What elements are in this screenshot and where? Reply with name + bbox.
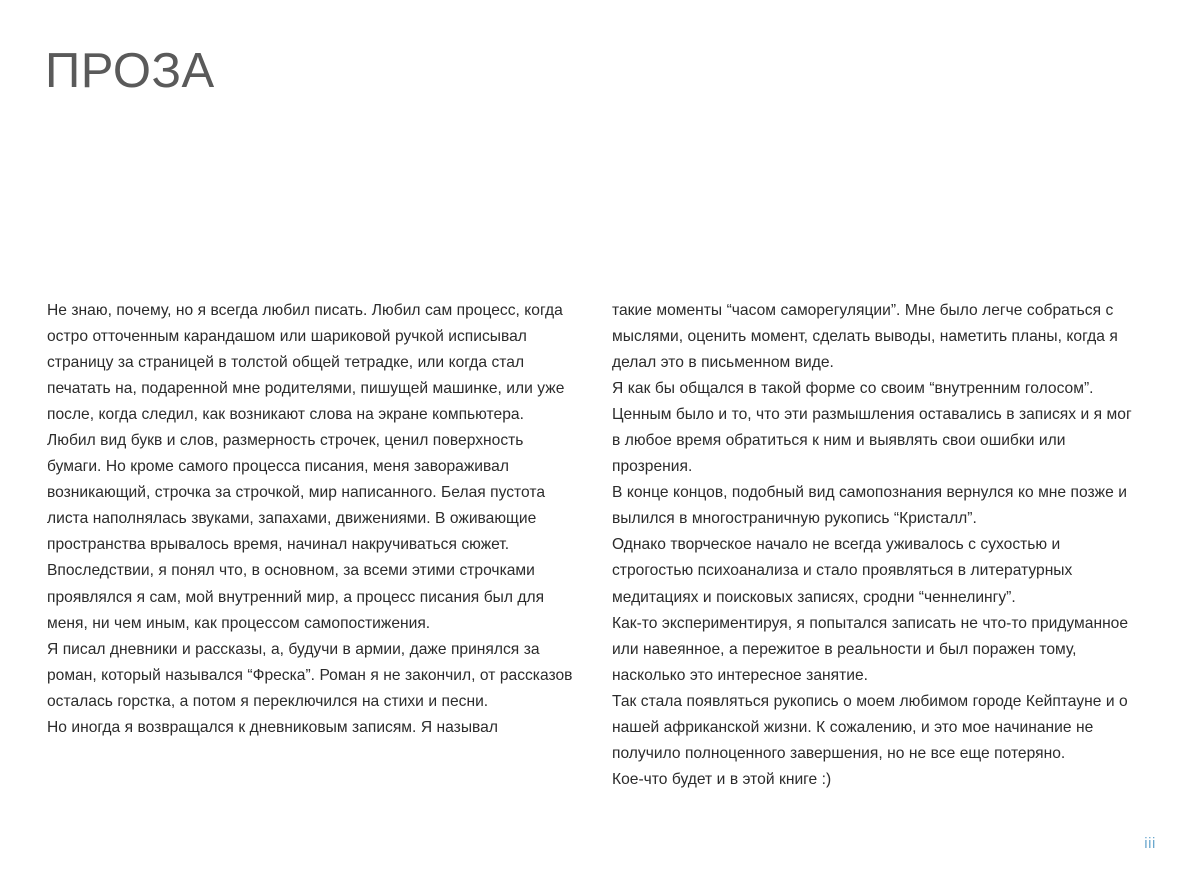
paragraph: Не знаю, почему, но я всегда любил писать. Любил сам процесс, когда остро отточенным карандашом или шариковой ручкой исписывал страницу за страницей в толстой общей тетрадке, или когда стал печатать на, подаренной мне родителями, пишущей машинке, или уже после, когда следил, как возникают слова на экране компьютера. Любил вид букв и слов, размерность строчек, ценил поверхность бумаги. Но кроме самого процесса писания, меня завораживал возникающий, строчка за строчкой, мир написанного. Белая пустота листа наполнялась звуками, запахами, движениями. В оживающие пространства врывалось время, начинал накручиваться сюжет. Впоследствии, я понял что, в основном, за всеми этими строчками проявлялся я сам, мой внутренний мир, а процесс писания был для меня, ни чем иным, как процессом самопостижения.	[47, 302, 565, 632]
paragraph: В конце концов, подобный вид самопознания вернулся ко мне позже и вылился в многостраничную рукопись “Кристалл”.	[612, 484, 1127, 528]
paragraph: такие моменты “часом саморегуляции”. Мне было легче собраться с мыслями, оценить момент, сделать выводы, наметить планы, когда я делал это в письменном виде.	[612, 302, 1118, 372]
page-number: iii	[1144, 835, 1156, 852]
paragraph: Кое-что будет и в этой книге :)	[612, 770, 832, 788]
paragraph: Как-то экспериментируя, я попытался записать не что-то придуманное или навеянное, а пережитое в реальности и был поражен тому, насколько это интересное занятие.	[612, 614, 1129, 684]
paragraph: Я как бы общался в такой форме со своим “внутренним голосом”. Ценным было и то, что эти размышления оставались в записях и я мог в любое время обратиться к ним и выявлять свои ошибки или прозрения.	[612, 380, 1132, 476]
page-title: ПРОЗА	[45, 44, 215, 98]
paragraph: Но иногда я возвращался к дневниковым записям. Я называл	[47, 718, 498, 736]
right-column	[612, 298, 1140, 793]
left-column	[47, 298, 575, 741]
body-columns	[47, 298, 1153, 793]
paragraph: Я писал дневники и рассказы, а, будучи в армии, даже принялся за роман, который назывался “Фреска”. Роман я не закончил, от рассказов осталась горстка, а потом я переключился на стихи и песни.	[47, 640, 573, 710]
paragraph: Так стала появляться рукопись о моем любимом городе Кейптауне и о нашей африканской жизни. К сожалению, и это мое начинание не получило полноценного завершения, но не все еще потеряно.	[612, 692, 1128, 762]
paragraph: Однако творческое начало не всегда уживалось с сухостью и строгостью психоанализа и стало проявляться в литературных медитациях и поисковых записях, сродни “ченнелингу”.	[612, 536, 1073, 606]
